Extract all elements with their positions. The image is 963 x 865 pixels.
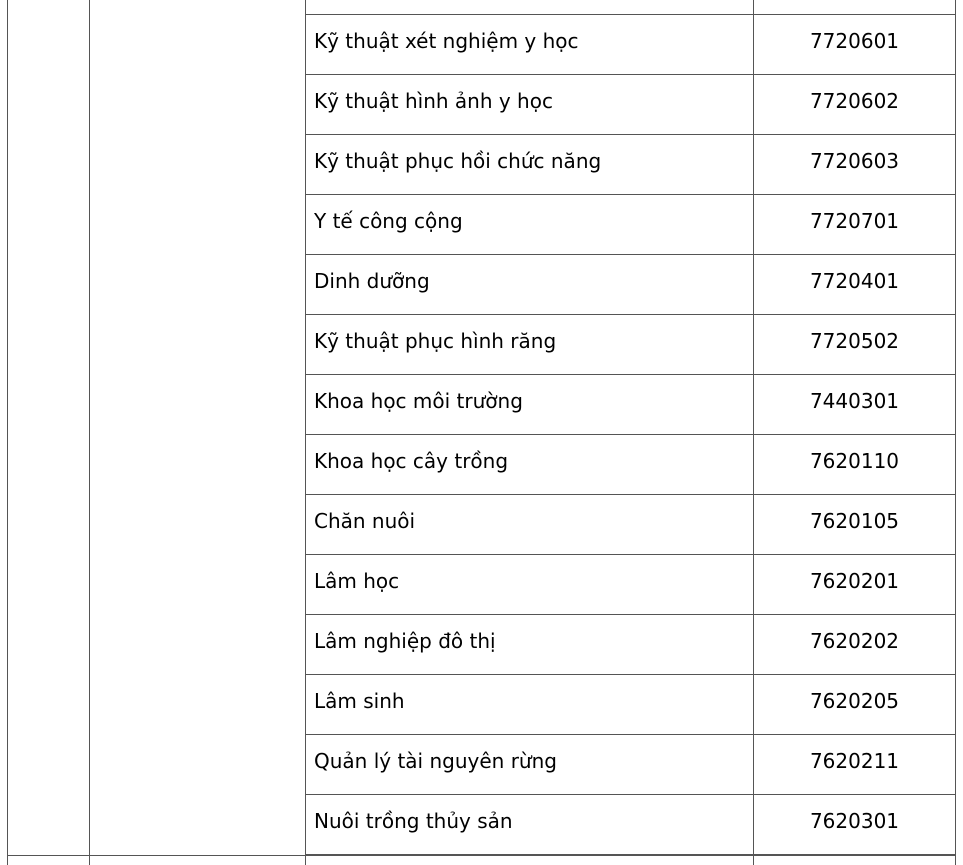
major-name-cell: Lâm sinh [314, 689, 405, 713]
major-name-cell: Kỹ thuật hình ảnh y học [314, 89, 553, 113]
major-code-cell: 7620201 [809, 569, 900, 593]
table-row [305, 615, 955, 675]
major-name-cell: Chăn nuôi [314, 509, 416, 533]
major-name-cell: Kỹ thuật phục hồi chức năng [314, 149, 602, 173]
table-row [305, 315, 955, 375]
table-body [305, 15, 955, 855]
group-bottom-border [7, 855, 956, 856]
table-row [305, 555, 955, 615]
table-row [305, 75, 955, 135]
major-code-cell: 7620301 [809, 809, 900, 833]
table-row [305, 195, 955, 255]
table-row [305, 795, 955, 855]
major-name-cell: Kỹ thuật phục hình răng [314, 329, 557, 353]
table-row [305, 735, 955, 795]
major-code-cell: 7620211 [809, 749, 900, 773]
column-divider-1 [89, 0, 90, 865]
major-code-cell: 7620205 [809, 689, 900, 713]
major-name-cell: Lâm học [314, 569, 400, 593]
major-code-cell: 7720602 [809, 89, 900, 113]
major-code-cell: 7720601 [809, 29, 900, 53]
major-code-cell: 7720502 [809, 329, 900, 353]
major-code-cell: 7620202 [809, 629, 900, 653]
major-code-cell: 7620110 [809, 449, 900, 473]
major-code-cell: 7720603 [809, 149, 900, 173]
major-name-cell: Kỹ thuật xét nghiệm y học [314, 29, 579, 53]
major-code-cell: 7720701 [809, 209, 900, 233]
table-row [305, 495, 955, 555]
major-code-cell: 7440301 [809, 389, 900, 413]
table-row [305, 135, 955, 195]
major-name-cell: Lâm nghiệp đô thị [314, 629, 496, 653]
major-name-cell: Khoa học cây trồng [314, 449, 509, 473]
major-name-cell: Khoa học môi trường [314, 389, 523, 413]
major-code-cell: 7720401 [809, 269, 900, 293]
major-code-cell: 7620105 [809, 509, 900, 533]
table-row [305, 435, 955, 495]
table-row [305, 675, 955, 735]
table-border-left [7, 0, 8, 865]
table-row [305, 375, 955, 435]
major-name-cell: Quản lý tài nguyên rừng [314, 749, 557, 773]
table-row [305, 15, 955, 75]
table-row [305, 255, 955, 315]
major-name-cell: Y tế công cộng [314, 209, 463, 233]
major-name-cell: Nuôi trồng thủy sản [314, 809, 513, 833]
table-border-right [955, 0, 956, 865]
major-name-cell: Dinh dưỡng [314, 269, 430, 293]
